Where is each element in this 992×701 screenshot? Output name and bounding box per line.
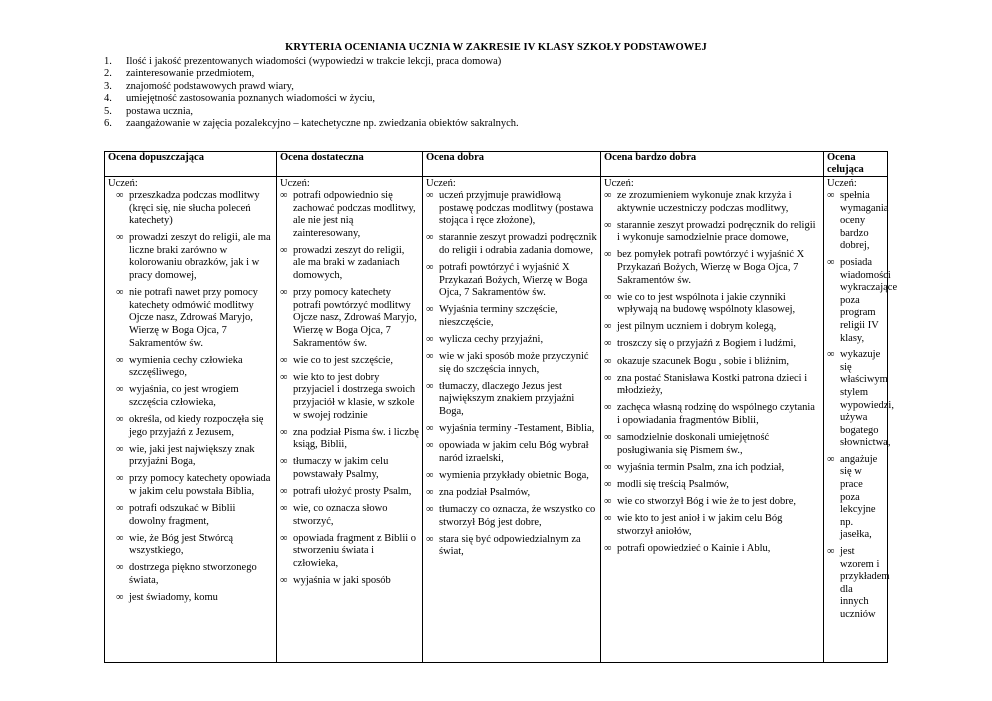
infinity-bullet-icon: ∞ bbox=[280, 190, 288, 201]
infinity-bullet-icon: ∞ bbox=[116, 473, 124, 485]
infinity-bullet-icon: ∞ bbox=[827, 256, 835, 268]
list-item bbox=[280, 427, 419, 452]
list-item bbox=[426, 470, 597, 483]
infinity-bullet-icon: ∞ bbox=[426, 190, 434, 201]
list-item-text: troszczy się o przyjaźń z Bogiem i ludźmi, bbox=[617, 338, 797, 350]
criteria-text: zaangażowanie w zajęcia pozalekcyjno – katechetyczne np. zwiedzania obiektów sakralnych. bbox=[126, 118, 519, 130]
list-item bbox=[426, 440, 597, 465]
list-item-text: opowiada w jakim celu Bóg wybrał naród izraelski, bbox=[439, 440, 589, 464]
infinity-bullet-icon: ∞ bbox=[604, 338, 612, 350]
list-item bbox=[604, 356, 820, 369]
list-item bbox=[604, 496, 820, 509]
infinity-bullet-icon: ∞ bbox=[827, 453, 835, 465]
infinity-bullet-icon: ∞ bbox=[280, 371, 288, 383]
criteria-item bbox=[104, 56, 519, 68]
list-item-text: angażuje się w prace poza lekcyjne np. jasełka, bbox=[840, 453, 878, 541]
list-item bbox=[604, 543, 820, 556]
list-item-text: prowadzi zeszyt do religii, ale ma braki w zadaniach domowych, bbox=[293, 244, 405, 282]
infinity-bullet-icon: ∞ bbox=[426, 486, 434, 498]
table-row bbox=[105, 177, 888, 663]
list-item bbox=[280, 456, 419, 481]
header-ocena-celujaca: Ocena celująca bbox=[824, 152, 888, 177]
infinity-bullet-icon: ∞ bbox=[604, 190, 612, 201]
list-item-text: wie w jaki sposób może przyczynić się do szczęścia innych, bbox=[439, 351, 589, 375]
list-item-text: przy pomocy katechety potrafi powtórzyć modlitwy Ojcze nasz, Zdrowaś Maryjo, Wierzę w Boga Ojca, 7 Sakramentów św. bbox=[293, 287, 417, 349]
list-item-text: starannie zeszyt prowadzi podręcznik do religii i wykonuje samodzielnie prace domowe, bbox=[617, 219, 816, 244]
list-item bbox=[116, 444, 273, 469]
list-item-text: jest pilnym uczniem i dobrym kolegą, bbox=[617, 321, 777, 333]
list-item-text: posiada wiadomości wykraczające poza program religii IV klasy, bbox=[840, 256, 898, 344]
infinity-bullet-icon: ∞ bbox=[280, 575, 288, 587]
criteria-item bbox=[104, 81, 519, 93]
list-item bbox=[280, 287, 419, 350]
list-item bbox=[426, 423, 597, 436]
list-item bbox=[116, 503, 273, 528]
list-item bbox=[604, 432, 820, 457]
infinity-bullet-icon: ∞ bbox=[604, 219, 612, 231]
list-item bbox=[280, 533, 419, 571]
list-item bbox=[604, 479, 820, 492]
list-item-text: opowiada fragment z Biblii o stworzeniu świata i człowieka, bbox=[293, 532, 417, 569]
list-item bbox=[426, 534, 597, 559]
criteria-items bbox=[604, 190, 820, 555]
infinity-bullet-icon: ∞ bbox=[827, 190, 835, 201]
list-item bbox=[604, 220, 820, 245]
list-item-text: nie potrafi nawet przy pomocy katechety odmówić modlitwy Ojcze nasz, Zdrowaś Maryjo, Wierzę w Boga Ojca, 7 Sakramentów św. bbox=[129, 287, 258, 349]
infinity-bullet-icon: ∞ bbox=[604, 249, 612, 261]
header-ocena-bardzo-dobra: Ocena bardzo dobra bbox=[601, 152, 824, 177]
list-item bbox=[426, 304, 597, 329]
infinity-bullet-icon: ∞ bbox=[426, 304, 434, 316]
criteria-text: zainteresowanie przedmiotem, bbox=[126, 68, 255, 80]
infinity-bullet-icon: ∞ bbox=[116, 354, 124, 366]
infinity-bullet-icon: ∞ bbox=[426, 469, 434, 481]
list-item-text: samodzielnie doskonali umiejętność posługiwania się Pismem św., bbox=[617, 432, 770, 456]
criteria-number: 3. bbox=[104, 80, 112, 92]
list-item-text: wie co stworzył Bóg i wie że to jest dobre, bbox=[617, 495, 797, 507]
document-title: KRYTERIA OCENIANIA UCZNIA W ZAKRESIE IV KLASY SZKOŁY PODSTAWOWEJ bbox=[285, 42, 707, 53]
list-item bbox=[426, 504, 597, 529]
list-item-text: potrafi powtórzyć i wyjaśnić X Przykazań Bożych, Wierzę w Boga Ojca, 7 Sakramentów św. bbox=[439, 261, 588, 299]
criteria-item bbox=[104, 118, 519, 130]
list-item-text: potrafi opowiedzieć o Kainie i Ablu, bbox=[617, 542, 771, 554]
infinity-bullet-icon: ∞ bbox=[604, 355, 612, 367]
infinity-bullet-icon: ∞ bbox=[116, 592, 124, 604]
criteria-number: 1. bbox=[104, 56, 112, 67]
criteria-text: znajomość podstawowych prawd wiary, bbox=[126, 80, 294, 92]
list-item-text: zna podział Pisma św. i liczbę ksiąg, Biblii, bbox=[293, 426, 419, 451]
infinity-bullet-icon: ∞ bbox=[604, 432, 612, 443]
list-item-text: przy pomocy katechety opowiada w jakim celu powstała Biblia, bbox=[129, 473, 271, 497]
criteria-items bbox=[280, 190, 419, 588]
list-item-text: wie, że Bóg jest Stwórcą wszystkiego, bbox=[129, 532, 234, 557]
infinity-bullet-icon: ∞ bbox=[280, 244, 288, 256]
criteria-item bbox=[104, 93, 519, 105]
list-item bbox=[116, 287, 273, 350]
list-item bbox=[280, 190, 419, 240]
list-item-text: potrafi odpowiednio się zachować podczas modlitwy, ale nie jest nią zainteresowany, bbox=[293, 190, 416, 239]
list-item bbox=[280, 575, 419, 588]
criteria-number: 4. bbox=[104, 93, 112, 105]
infinity-bullet-icon: ∞ bbox=[280, 456, 288, 468]
list-item bbox=[827, 349, 894, 450]
list-item bbox=[116, 190, 273, 228]
list-item bbox=[116, 533, 273, 558]
list-item-text: określa, od kiedy rozpoczęła się jego przyjaźń z Jezusem, bbox=[129, 414, 264, 438]
list-item bbox=[116, 414, 273, 439]
infinity-bullet-icon: ∞ bbox=[116, 443, 124, 455]
list-item-text: wie kto to jest anioł i w jakim celu Bóg stworzył aniołów, bbox=[617, 512, 783, 537]
cell-bardzo-dobra bbox=[601, 177, 824, 663]
list-item-text: wylicza cechy przyjaźni, bbox=[439, 333, 544, 345]
list-item bbox=[827, 256, 898, 345]
cell-dopuszczajaca bbox=[105, 177, 277, 663]
list-item bbox=[116, 355, 273, 380]
criteria-item bbox=[104, 68, 519, 80]
infinity-bullet-icon: ∞ bbox=[280, 354, 288, 366]
list-item-text: starannie zeszyt prowadzi podręcznik do religii i odrabia zadania domowe, bbox=[439, 232, 597, 256]
list-item bbox=[827, 454, 884, 542]
cell-intro: Uczeń: bbox=[426, 178, 456, 189]
infinity-bullet-icon: ∞ bbox=[426, 261, 434, 273]
list-item-text: wie co to jest wspólnota i jakie czynniki wpływają na budowę wspólnoty klasowej, bbox=[617, 291, 796, 316]
list-item bbox=[604, 402, 820, 427]
list-item bbox=[116, 562, 273, 587]
list-item-text: przeszkadza podczas modlitwy (kręci się, nie słucha poleceń katechety) bbox=[129, 190, 260, 227]
infinity-bullet-icon: ∞ bbox=[604, 461, 612, 473]
list-item-text: prowadzi zeszyt do religii, ale ma liczne braki zarówno w kolorowaniu obrazków, jak i w pracy domowej, bbox=[129, 232, 271, 282]
infinity-bullet-icon: ∞ bbox=[116, 414, 124, 425]
list-item-text: wyjaśnia termin Psalm, zna ich podział, bbox=[617, 461, 785, 473]
infinity-bullet-icon: ∞ bbox=[604, 512, 612, 524]
infinity-bullet-icon: ∞ bbox=[426, 533, 434, 545]
infinity-bullet-icon: ∞ bbox=[426, 232, 434, 244]
list-item-text: stara się być odpowiedzialnym za świat, bbox=[439, 533, 581, 558]
infinity-bullet-icon: ∞ bbox=[604, 321, 612, 333]
criteria-number: 2. bbox=[104, 68, 112, 80]
list-item-text: modli się treścią Psalmów, bbox=[617, 478, 729, 490]
list-item-text: wymienia cechy człowieka szczęśliwego, bbox=[129, 354, 243, 379]
infinity-bullet-icon: ∞ bbox=[604, 495, 612, 507]
criteria-list bbox=[104, 56, 519, 130]
list-item-text: spełnia wymagania oceny bardzo dobrej, bbox=[840, 190, 889, 252]
infinity-bullet-icon: ∞ bbox=[116, 503, 124, 515]
list-item bbox=[426, 334, 597, 347]
list-item-text: zna postać Stanisława Kostki patrona dzieci i młodzieży, bbox=[617, 372, 808, 397]
list-item-text: uczeń przyjmuje prawidłową postawę podczas modlitwy (postawa stojąca i ręce złożone), bbox=[439, 190, 594, 227]
list-item bbox=[604, 513, 820, 538]
list-item bbox=[604, 190, 820, 215]
infinity-bullet-icon: ∞ bbox=[116, 562, 124, 574]
list-item-text: bez pomyłek potrafi powtórzyć i wyjaśnić X Przykazań Bożych, Wierzę w Boga Ojca, 7 Sakramentów św. bbox=[617, 249, 805, 286]
list-item-text: tłumaczy w jakim celu powstawały Psalmy, bbox=[293, 456, 389, 480]
list-item-text: wie, jaki jest największy znak przyjaźni Boga, bbox=[129, 443, 255, 468]
list-item bbox=[604, 321, 820, 334]
criteria-items bbox=[426, 190, 597, 559]
criteria-item bbox=[104, 106, 519, 118]
list-item-text: Wyjaśnia terminy szczęście, nieszczęście, bbox=[439, 304, 558, 328]
list-item-text: dostrzega piękno stworzonego świata, bbox=[129, 562, 257, 587]
list-item-text: zna podział Psalmów, bbox=[439, 486, 531, 498]
list-item-text: wie kto to jest dobry przyjaciel i dostrzega swoich przyjaciół w klasie, w szkole w swojej rodzinie bbox=[293, 371, 416, 421]
infinity-bullet-icon: ∞ bbox=[604, 402, 612, 414]
header-ocena-dopuszczajaca: Ocena dopuszczająca bbox=[105, 152, 277, 177]
infinity-bullet-icon: ∞ bbox=[827, 546, 835, 558]
infinity-bullet-icon: ∞ bbox=[116, 190, 124, 201]
cell-intro: Uczeń: bbox=[280, 178, 310, 189]
cell-intro: Uczeń: bbox=[604, 178, 634, 189]
cell-celujaca bbox=[824, 177, 898, 663]
list-item-text: tłumaczy, dlaczego Jezus jest największym znakiem przyjaźni Boga, bbox=[439, 380, 575, 417]
list-item bbox=[280, 486, 419, 499]
list-item-text: potrafi ułożyć prosty Psalm, bbox=[293, 485, 412, 497]
criteria-items bbox=[108, 190, 273, 605]
list-item bbox=[426, 190, 597, 228]
list-item bbox=[827, 546, 890, 622]
list-item bbox=[604, 338, 820, 351]
infinity-bullet-icon: ∞ bbox=[280, 426, 288, 438]
infinity-bullet-icon: ∞ bbox=[280, 503, 288, 515]
infinity-bullet-icon: ∞ bbox=[426, 380, 434, 392]
infinity-bullet-icon: ∞ bbox=[426, 333, 434, 345]
list-item-text: wykazuje się właściwym stylem wypowiedzi, używa bogatego słownictwa, bbox=[840, 349, 894, 449]
list-item bbox=[280, 245, 419, 283]
criteria-number: 6. bbox=[104, 118, 112, 130]
list-item bbox=[604, 373, 820, 398]
infinity-bullet-icon: ∞ bbox=[604, 478, 612, 490]
list-item-text: zachęca własną rodzinę do wspólnego czytania i opowiadania fragmentów Biblii, bbox=[617, 402, 815, 426]
cell-dobra bbox=[423, 177, 601, 663]
infinity-bullet-icon: ∞ bbox=[280, 485, 288, 497]
header-ocena-dobra: Ocena dobra bbox=[423, 152, 601, 177]
list-item-text: jest wzorem i przykładem dla innych uczniów bbox=[840, 546, 890, 620]
list-item-text: wyjaśnia terminy -Testament, Biblia, bbox=[439, 423, 595, 434]
infinity-bullet-icon: ∞ bbox=[280, 287, 288, 299]
list-item bbox=[827, 190, 889, 253]
infinity-bullet-icon: ∞ bbox=[116, 384, 124, 396]
list-item bbox=[426, 262, 597, 300]
infinity-bullet-icon: ∞ bbox=[604, 372, 612, 384]
list-item bbox=[116, 592, 273, 605]
infinity-bullet-icon: ∞ bbox=[827, 349, 835, 361]
list-item bbox=[426, 232, 597, 257]
list-item bbox=[426, 381, 597, 419]
list-item-text: wyjaśnia, co jest wrogiem szczęścia człowieka, bbox=[129, 384, 239, 408]
criteria-text: umiejętność zastosowania poznanych wiadomości w życiu, bbox=[126, 93, 376, 105]
list-item-text: wymienia przykłady obietnic Boga, bbox=[439, 469, 589, 481]
cell-intro: Uczeń: bbox=[108, 178, 138, 189]
list-item bbox=[280, 372, 419, 422]
infinity-bullet-icon: ∞ bbox=[280, 532, 288, 544]
criteria-text: postawa ucznia, bbox=[126, 105, 194, 117]
list-item bbox=[280, 355, 419, 368]
list-item bbox=[426, 351, 597, 376]
list-item bbox=[116, 384, 273, 409]
header-ocena-dostateczna: Ocena dostateczna bbox=[277, 152, 423, 177]
list-item bbox=[280, 503, 419, 528]
criteria-items bbox=[827, 190, 898, 622]
list-item bbox=[604, 249, 820, 287]
list-item-text: jest świadomy, komu bbox=[129, 592, 218, 604]
list-item-text: tłumaczy co oznacza, że wszystko co stworzył Bóg jest dobre, bbox=[439, 503, 596, 528]
infinity-bullet-icon: ∞ bbox=[426, 440, 434, 452]
table-header-row bbox=[105, 152, 888, 177]
infinity-bullet-icon: ∞ bbox=[426, 423, 434, 434]
infinity-bullet-icon: ∞ bbox=[426, 503, 434, 515]
list-item-text: okazuje szacunek Bogu , sobie i bliźnim, bbox=[617, 355, 790, 367]
list-item-text: wie, co oznacza słowo stworzyć, bbox=[293, 503, 388, 527]
criteria-number: 5. bbox=[104, 105, 112, 117]
list-item bbox=[604, 462, 820, 475]
list-item bbox=[116, 232, 273, 282]
list-item bbox=[116, 473, 273, 498]
grading-table bbox=[104, 151, 898, 663]
criteria-text: Ilość i jakość prezentowanych wiadomości (wypowiedzi w trakcie lekcji, praca domowa) bbox=[126, 56, 502, 67]
cell-dostateczna bbox=[277, 177, 423, 663]
infinity-bullet-icon: ∞ bbox=[116, 287, 124, 299]
list-item-text: wyjaśnia w jaki sposób bbox=[293, 575, 391, 587]
infinity-bullet-icon: ∞ bbox=[426, 351, 434, 363]
infinity-bullet-icon: ∞ bbox=[116, 532, 124, 544]
list-item bbox=[426, 487, 597, 500]
infinity-bullet-icon: ∞ bbox=[116, 232, 124, 244]
list-item-text: potrafi odszukać w Biblii dowolny fragment, bbox=[129, 503, 236, 527]
list-item bbox=[604, 292, 820, 317]
list-item-text: ze zrozumieniem wykonuje znak krzyża i aktywnie uczestniczy podczas modlitwy, bbox=[617, 190, 792, 214]
cell-intro: Uczeń: bbox=[827, 178, 857, 189]
list-item-text: wie co to jest szczęście, bbox=[293, 354, 393, 366]
infinity-bullet-icon: ∞ bbox=[604, 542, 612, 554]
infinity-bullet-icon: ∞ bbox=[604, 291, 612, 303]
